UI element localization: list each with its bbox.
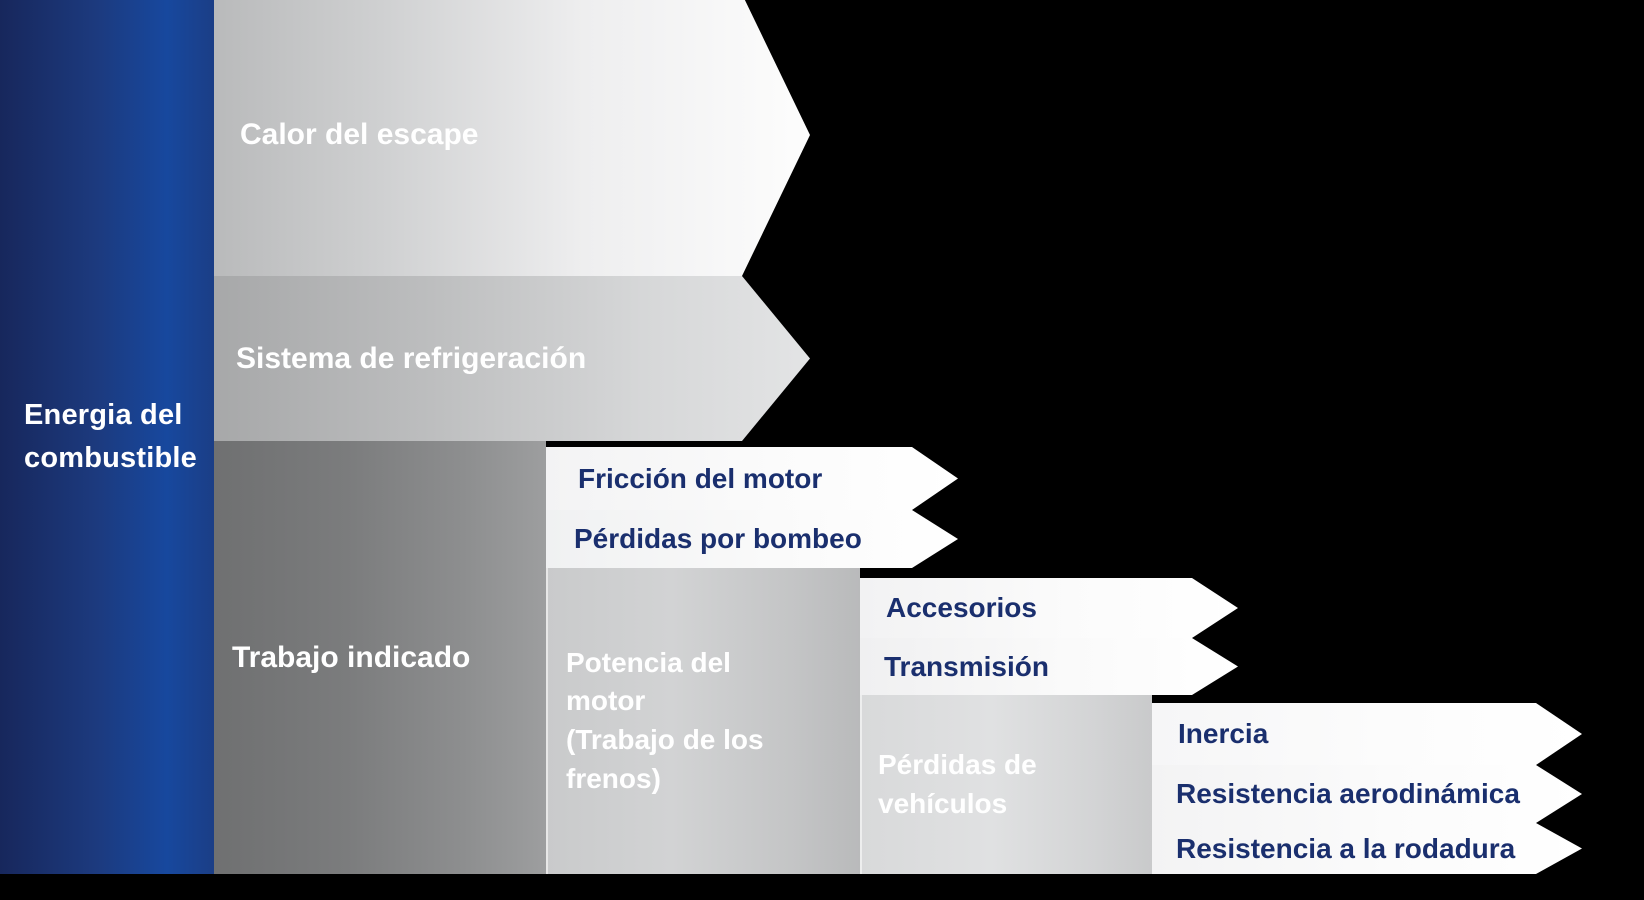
block-label-line-2: motor	[566, 685, 646, 717]
block-label-inercia: Inercia	[1178, 718, 1269, 750]
block-label-calor-del-escape: Calor del escape	[240, 118, 479, 152]
block-perdidas-por-bombeo	[546, 510, 958, 568]
block-label-resistencia-aerodinamica: Resistencia aerodinámica	[1176, 778, 1520, 810]
divider-potencia-perdidas	[860, 695, 862, 874]
block-calor-del-escape	[214, 0, 810, 276]
divider-trabajo-potencia	[546, 568, 548, 874]
block-label-sistema-de-refrigeracion: Sistema de refrigeración	[236, 341, 587, 375]
block-potencia-del-motor	[546, 568, 860, 874]
block-label-perdidas-de-vehiculos	[878, 746, 1037, 823]
block-label-line-3: (Trabajo de los	[566, 724, 764, 755]
block-label-potencia-del-motor	[566, 644, 764, 799]
block-trabajo-indicado	[214, 441, 546, 874]
block-transmision	[860, 638, 1238, 695]
source-energy-column	[0, 0, 214, 874]
block-label-trabajo-indicado: Trabajo indicado	[232, 640, 471, 674]
block-label-accesorios: Accesorios	[886, 592, 1037, 624]
block-label-resistencia-a-la-rodadura: Resistencia a la rodadura	[1176, 832, 1516, 864]
block-label-line-4: frenos)	[566, 762, 661, 794]
block-perdidas-de-vehiculos	[860, 695, 1152, 874]
block-label-line-1: Potencia del	[566, 646, 731, 678]
block-label-friccion-del-motor: Fricción del motor	[578, 462, 823, 494]
block-friccion-del-motor	[546, 447, 958, 510]
block-inercia	[1152, 703, 1582, 765]
block-sistema-de-refrigeracion	[214, 276, 810, 441]
block-resistencia-aerodinamica	[1152, 765, 1582, 823]
block-label-line-2: vehículos	[878, 787, 1008, 819]
block-label-perdidas-por-bombeo: Pérdidas por bombeo	[574, 523, 862, 555]
source-energy-label: Energia del combustible	[24, 399, 197, 474]
block-accesorios	[860, 578, 1238, 638]
block-label-transmision: Transmisión	[884, 650, 1049, 682]
block-resistencia-a-la-rodadura	[1152, 823, 1582, 874]
block-label-line-1: Pérdidas de	[878, 748, 1037, 780]
